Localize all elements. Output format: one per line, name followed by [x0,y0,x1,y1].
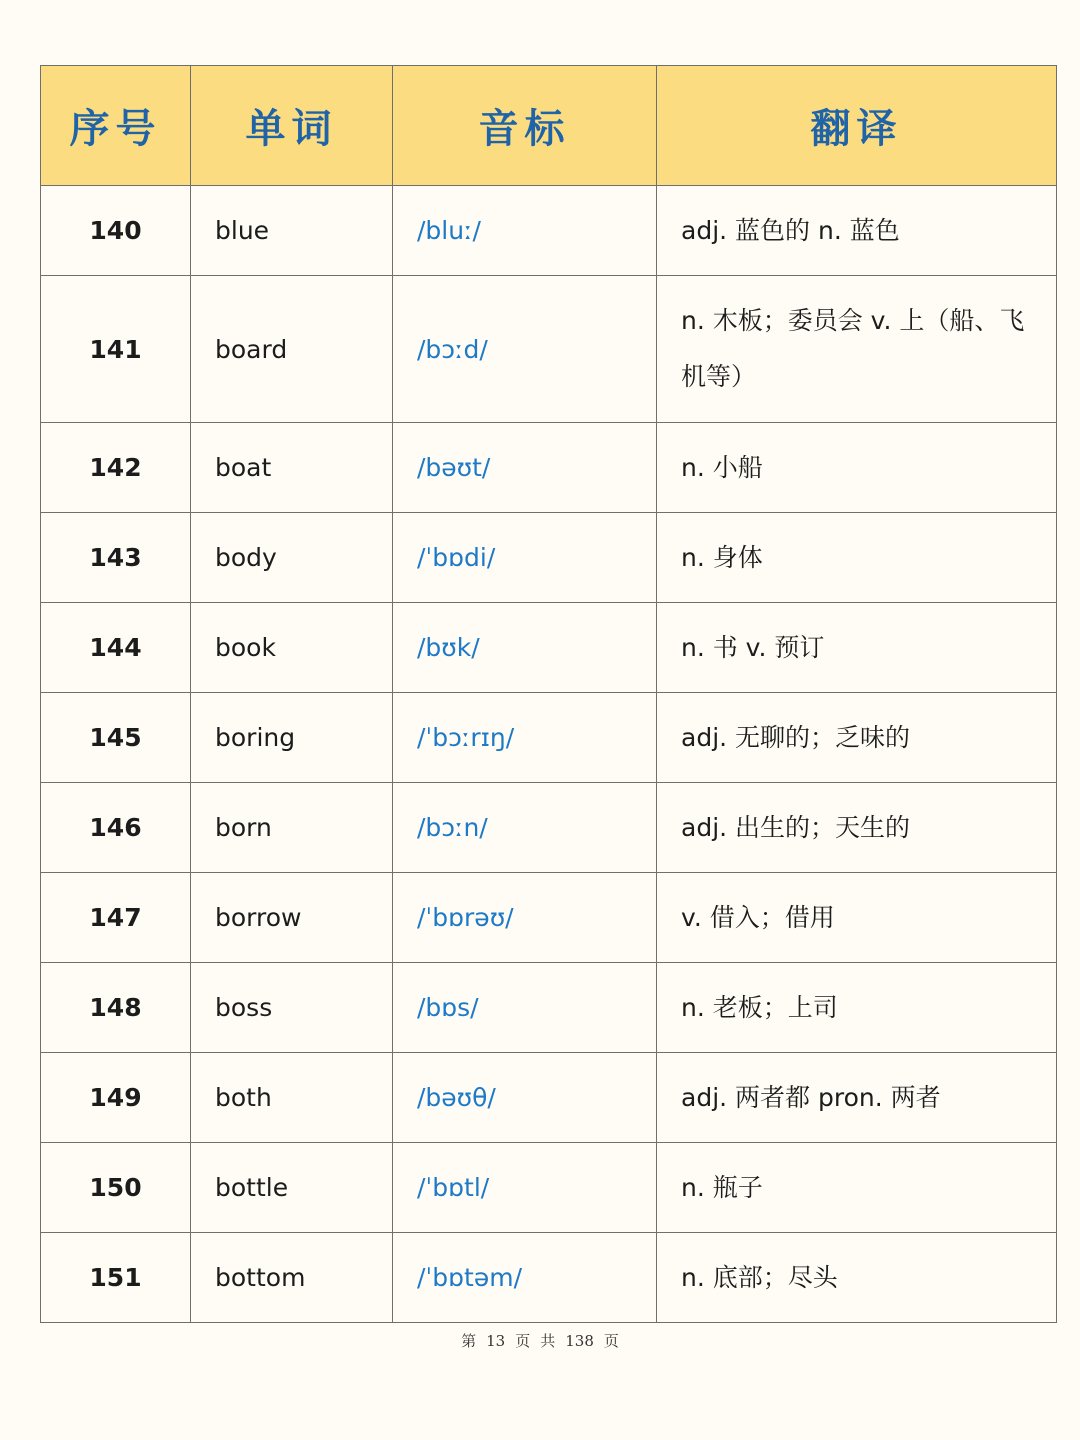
row-number: 144 [41,603,191,693]
row-number: 147 [41,873,191,963]
row-number: 145 [41,693,191,783]
row-word: boring [191,693,393,783]
row-word: blue [191,186,393,276]
table-row [41,963,1057,1053]
table-header-row [41,66,1057,186]
row-phonetic: /bəʊθ/ [393,1053,657,1143]
footer-total-pages: 138 [565,1332,594,1350]
header-phonetic: 音标 [393,66,657,186]
row-word: born [191,783,393,873]
row-translation: n. 身体 [657,513,1057,603]
row-phonetic: /bɔːd/ [393,276,657,423]
table-row [41,603,1057,693]
row-translation: n. 瓶子 [657,1143,1057,1233]
row-phonetic: /bʊk/ [393,603,657,693]
row-word: boat [191,423,393,513]
row-phonetic: /bəʊt/ [393,423,657,513]
row-number: 140 [41,186,191,276]
footer-total-word: 共 [540,1332,556,1350]
row-word: bottom [191,1233,393,1323]
row-word: bottle [191,1143,393,1233]
table-row [41,1233,1057,1323]
row-number: 151 [41,1233,191,1323]
row-phonetic: /bluː/ [393,186,657,276]
row-phonetic: /ˈbɒtl/ [393,1143,657,1233]
footer-suffix: 页 [603,1332,619,1350]
row-number: 146 [41,783,191,873]
page-footer [0,1330,1080,1351]
table-row [41,873,1057,963]
row-translation: n. 老板；上司 [657,963,1057,1053]
row-phonetic: /bɔːn/ [393,783,657,873]
row-number: 142 [41,423,191,513]
row-phonetic: /bɒs/ [393,963,657,1053]
table-row [41,186,1057,276]
row-translation: adj. 蓝色的 n. 蓝色 [657,186,1057,276]
header-number: 序号 [41,66,191,186]
row-translation: adj. 出生的；天生的 [657,783,1057,873]
table-row [41,276,1057,423]
row-number: 150 [41,1143,191,1233]
row-translation: n. 小船 [657,423,1057,513]
row-number: 149 [41,1053,191,1143]
row-phonetic: /ˈbɒrəʊ/ [393,873,657,963]
table-row [41,783,1057,873]
footer-prefix: 第 [461,1332,477,1350]
row-word: both [191,1053,393,1143]
row-translation: n. 底部；尽头 [657,1233,1057,1323]
row-number: 148 [41,963,191,1053]
row-translation: n. 书 v. 预订 [657,603,1057,693]
row-word: body [191,513,393,603]
vocabulary-table [40,65,1057,1323]
row-word: borrow [191,873,393,963]
header-translation: 翻译 [657,66,1057,186]
row-translation: adj. 两者都 pron. 两者 [657,1053,1057,1143]
table-row [41,693,1057,783]
row-word: boss [191,963,393,1053]
row-phonetic: /ˈbɒtəm/ [393,1233,657,1323]
table-row [41,513,1057,603]
row-word: board [191,276,393,423]
footer-current-page: 13 [486,1332,506,1350]
table-row [41,423,1057,513]
header-word: 单词 [191,66,393,186]
row-phonetic: /ˈbɔːrɪŋ/ [393,693,657,783]
table-row [41,1053,1057,1143]
row-translation: n. 木板；委员会 v. 上（船、飞机等） [657,276,1057,423]
table-row [41,1143,1057,1233]
row-translation: adj. 无聊的；乏味的 [657,693,1057,783]
row-word: book [191,603,393,693]
row-translation: v. 借入；借用 [657,873,1057,963]
row-phonetic: /ˈbɒdi/ [393,513,657,603]
row-number: 143 [41,513,191,603]
row-number: 141 [41,276,191,423]
footer-page-word: 页 [515,1332,531,1350]
